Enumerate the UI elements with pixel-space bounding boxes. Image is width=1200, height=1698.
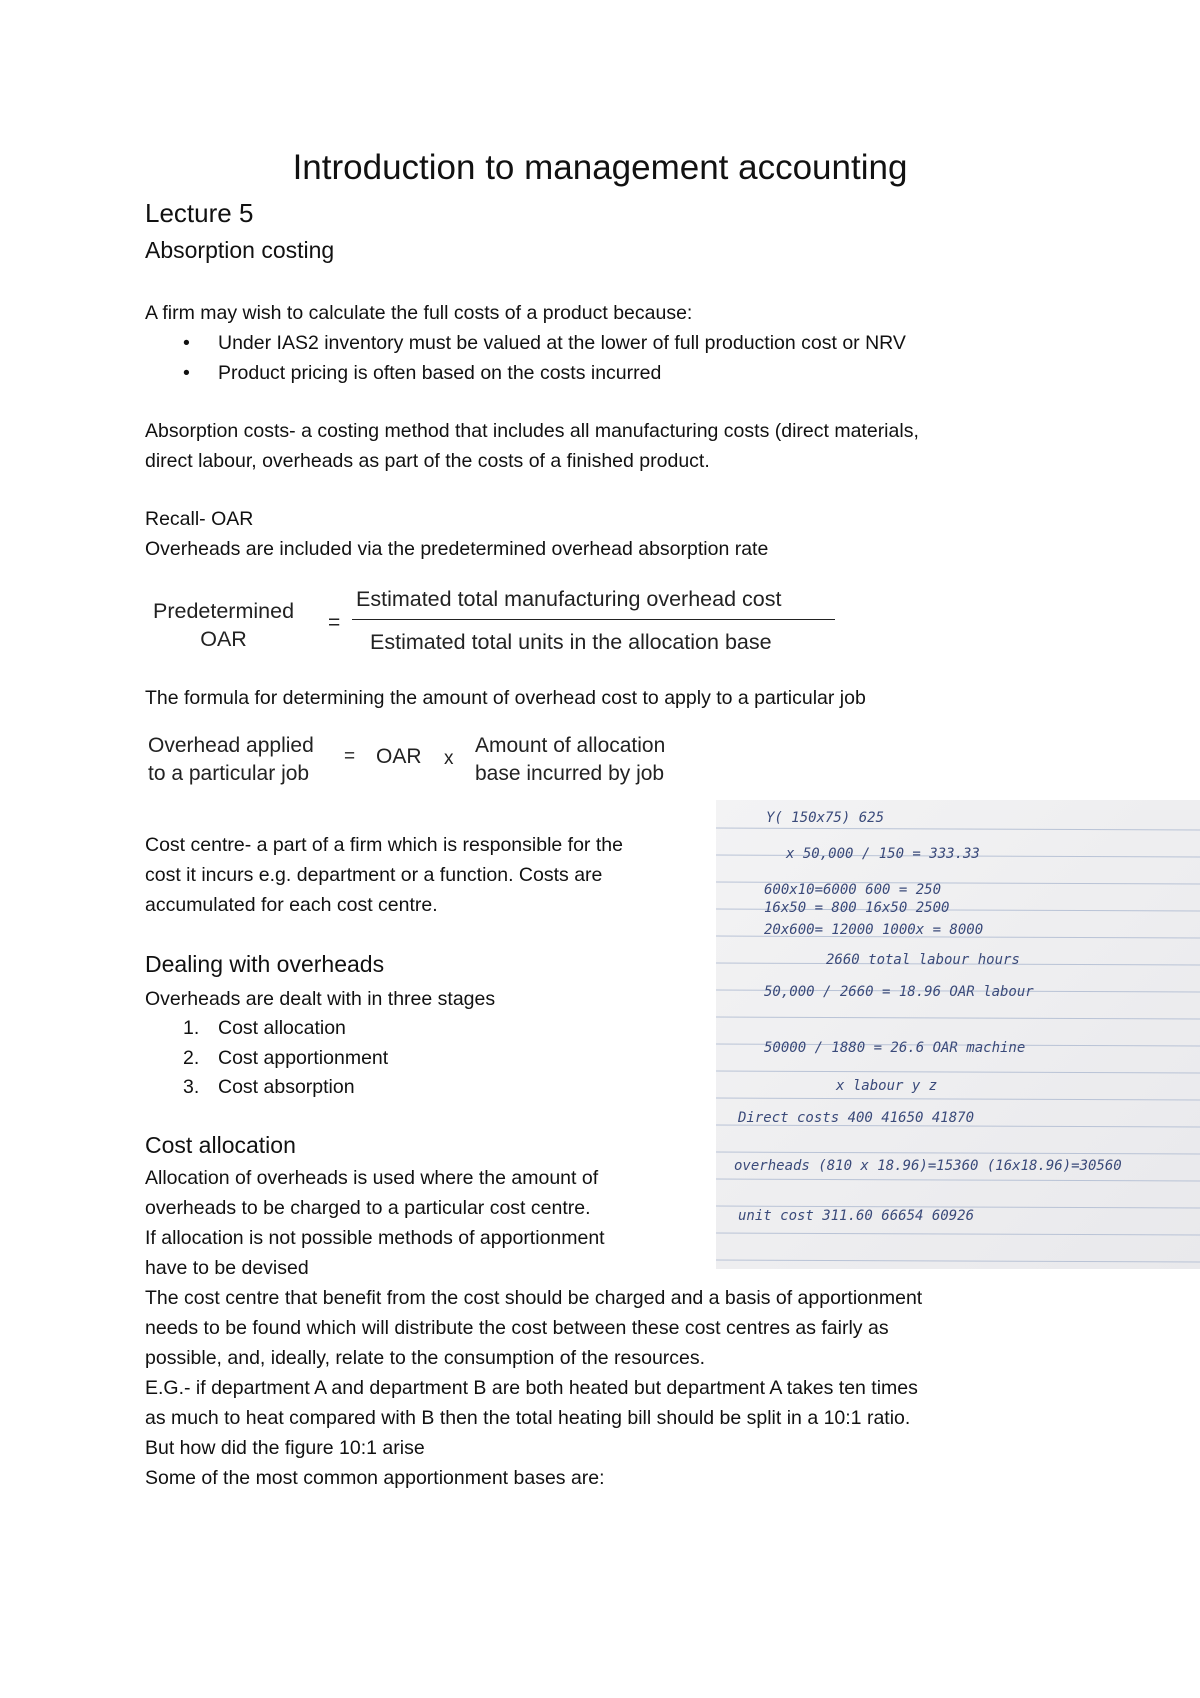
- formula1-denominator: Estimated total units in the allocation base: [370, 630, 772, 654]
- formula2-equals: =: [344, 746, 356, 767]
- overheads-included-line: Overheads are included via the predetermined overhead absorption rate: [145, 538, 769, 560]
- text-line: Cost centre- a part of a firm which is responsible for the: [145, 834, 623, 856]
- note-line: 600x10=6000 600 = 250: [764, 882, 942, 898]
- note-line: 50,000 / 2660 = 18.96 OAR labour: [764, 984, 1034, 1000]
- text-line: accumulated for each cost centre.: [145, 894, 438, 916]
- text-line: The cost centre that benefit from the cost should be charged and a basis of apportionment: [145, 1287, 923, 1309]
- section-heading-absorption: Absorption costing: [145, 237, 335, 263]
- list-item: 2. Cost apportionment: [183, 1046, 389, 1069]
- formula2-left-line1: Overhead applied: [148, 734, 314, 757]
- formula-intro: The formula for determining the amount of overhead cost to apply to a particular job: [145, 687, 866, 709]
- list-item: 3. Cost absorption: [183, 1076, 355, 1098]
- absorption-definition: [145, 416, 919, 476]
- list-item: • Product pricing is often based on the costs incurred: [145, 358, 906, 388]
- text-line: Some of the most common apportionment bases are:: [145, 1467, 605, 1489]
- formula2-right-line1: Amount of allocation: [475, 734, 666, 757]
- formula2-right-line2: base incurred by job: [475, 762, 665, 785]
- note-line: unit cost 311.60 66654 60926: [738, 1208, 975, 1224]
- formula1-equals: =: [328, 611, 341, 634]
- formula1-left-line2: OAR: [200, 627, 247, 651]
- lecture-heading: Lecture 5: [145, 198, 254, 228]
- note-line: 50000 / 1880 = 26.6 OAR machine: [764, 1040, 1026, 1056]
- handwritten-notes-photo: [716, 800, 1200, 1269]
- note-line: Direct costs 400 41650 41870: [738, 1110, 975, 1126]
- note-line: x 50,000 / 150 = 333.33: [786, 846, 980, 862]
- text-line: needs to be found which will distribute the cost between these cost centres as fairly as: [145, 1317, 889, 1339]
- dealing-intro: Overheads are dealt with in three stages: [145, 988, 496, 1010]
- section-heading-dealing: Dealing with overheads: [145, 951, 385, 977]
- text-line: cost it incurs e.g. department or a function. Costs are: [145, 864, 603, 886]
- note-line: Y( 150x75) 625: [766, 810, 885, 826]
- text-line: Allocation of overheads is used where the amount of: [145, 1167, 599, 1189]
- text-line: as much to heat compared with B then the total heating bill should be split in a 10:1 ratio.: [145, 1407, 911, 1429]
- formula1-fraction-bar: [352, 619, 835, 620]
- note-line: overheads (810 x 18.96)=15360 (16x18.96)=30560: [734, 1158, 1122, 1174]
- text-line: possible, and, ideally, relate to the consumption of the resources.: [145, 1347, 706, 1369]
- reasons-list: [145, 328, 906, 388]
- formula1-left: [153, 597, 294, 653]
- formula2-oar: OAR: [376, 745, 422, 768]
- list-item: 1. Cost allocation: [183, 1017, 346, 1039]
- text-line: have to be devised: [145, 1257, 309, 1279]
- bullet-icon: •: [183, 362, 190, 384]
- note-line: 20x600= 12000 1000x = 8000: [764, 922, 984, 938]
- notes-paper: [716, 800, 1200, 1269]
- section-heading-allocation: Cost allocation: [145, 1132, 296, 1158]
- page-title: Introduction to management accounting: [292, 148, 908, 187]
- text-line: If allocation is not possible methods of apportionment: [145, 1227, 605, 1249]
- formula2-left: [148, 732, 314, 788]
- formula2-right: [475, 732, 665, 788]
- formula1-left-line1: Predetermined: [153, 599, 295, 623]
- cost-centre-paragraph: [145, 830, 623, 920]
- formula2-left-line2: to a particular job: [148, 762, 310, 785]
- formula1-numerator: Estimated total manufacturing overhead cost: [356, 587, 782, 611]
- text-line: E.G.- if department A and department B are both heated but department A takes ten times: [145, 1377, 918, 1399]
- stages-list: [145, 1014, 388, 1103]
- recall-line: Recall- OAR: [145, 508, 254, 530]
- text-line: Absorption costs- a costing method that includes all manufacturing costs (direct materials,: [145, 420, 919, 442]
- bullet-icon: •: [183, 332, 190, 354]
- intro-paragraph: A firm may wish to calculate the full costs of a product because:: [145, 302, 693, 324]
- note-line: 2660 total labour hours: [826, 952, 1020, 968]
- formula2-times: x: [444, 748, 454, 769]
- note-line: 16x50 = 800 16x50 2500: [764, 900, 950, 916]
- list-item: • Under IAS2 inventory must be valued at the lower of full production cost or NRV: [145, 328, 906, 358]
- text-line: But how did the figure 10:1 arise: [145, 1437, 425, 1459]
- text-line: overheads to be charged to a particular cost centre.: [145, 1197, 591, 1219]
- text-line: direct labour, overheads as part of the costs of a finished product.: [145, 450, 710, 472]
- note-line: x labour y z: [836, 1078, 938, 1094]
